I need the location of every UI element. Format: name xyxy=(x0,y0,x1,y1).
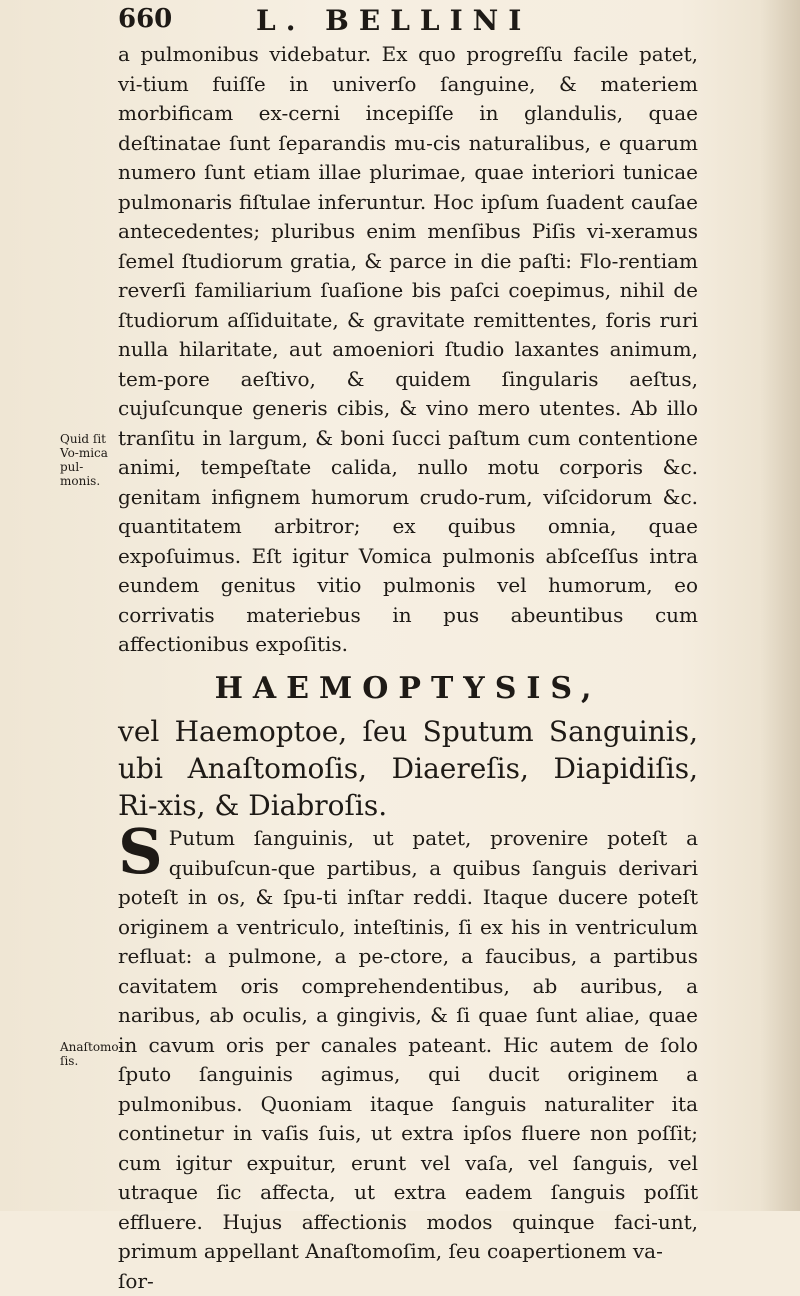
marginal-note-vomica: Quid ſit Vo-mica pul-monis. xyxy=(60,432,120,488)
paragraph-haemoptysis xyxy=(118,824,698,1267)
page-number: 660 xyxy=(118,4,172,34)
running-head: L. BELLINI xyxy=(256,4,531,37)
body-text xyxy=(118,40,698,1296)
paragraph-vomica: a pulmonibus videbatur. Ex quo progreſſu facile patet, vi-tium fuiſſe in univerſo ſanguine, & materiem morbificam ex-cerni incepiſſe in glandulis, quae deſtinatae ſunt ſeparandis mu-cis naturalibus, e quarum numero ſunt etiam illae plurimae, quae interiori tunicae pulmonaris fiſtulae inferuntur. Hoc ipſum ſuadent cauſae antecedentes; pluribus enim menſibus Piſis vi-xeramus ſemel ſtudiorum gratia, & parce in die paſti: Flo-rentiam reverſi familiarium ſuaſione bis paſci coepimus, nihil de ſtudiorum aſſiduitate, & gravitate remittentes, foris ruri nulla hilaritate, aut amoeniori ſtudio laxantes animum, tem-pore aeſtivo, & quidem ſingularis aeſtus, cujuſcunque generis cibis, & vino mero utentes. Ab illo tranſitu in largum, & boni ſucci paſtum cum contentione animi, tempeſtate calida, nullo motu corporis &c. genitam infignem humorum crudo-rum, viſcidorum &c. quantitatem arbitror; ex quibus omnia, quae expoſuimus. Eſt igitur Vomica pulmonis abſceſſus intra eundem genitus vitio pulmonis vel humorum, eo corrivatis materiebus in pus abeuntibus cum affectionibus expoſitis. xyxy=(118,40,698,660)
page-header xyxy=(118,4,678,44)
section-subtitle: vel Haemoptoe, ſeu Sputum Sanguinis, ubi Anaſtomoſis, Diaereſis, Diapidiſis, Ri-xis, & Diabroſis. xyxy=(118,713,698,824)
page-edge-shadow xyxy=(760,0,800,1211)
drop-cap: S xyxy=(118,826,163,878)
marginal-note-anastomosis: Anaſtomo-ſis. xyxy=(60,1040,120,1068)
paragraph-haemoptysis-text: Putum ſanguinis, ut patet, provenire poteſt a quibuſcun-que partibus, a quibus ſanguis derivari poteſt in os, & ſpu-ti inſtar reddi. Itaque ducere poteſt originem a ventriculo, inteſtinis, ſi ex his in ventriculum refluat: a pulmone, a pe-ctore, a faucibus, a partibus cavitatem oris comprehendentibus, ab auribus, a naribus, ab oculis, a gingivis, & ſi quae ſunt aliae, quae in cavum oris per canales pateant. Hic autem de ſolo ſputo ſanguinis agimus, qui ducit originem a pulmonibus. Quoniam itaque ſanguis naturaliter ita continetur in vaſis ſuis, ut extra ipſos fluere non poſſit; cum igitur expuitur, erunt vel vaſa, vel ſanguis, vel utraque ſic affecta, ut extra eadem ſanguis poſſit effluere. Hujus affectionis modos quinque faci-unt, primum appellant Anaſtomoſim, ſeu coapertionem va- xyxy=(118,826,698,1263)
section-title: HAEMOPTYSIS, xyxy=(118,674,698,704)
catchword: ſor- xyxy=(118,1267,698,1296)
